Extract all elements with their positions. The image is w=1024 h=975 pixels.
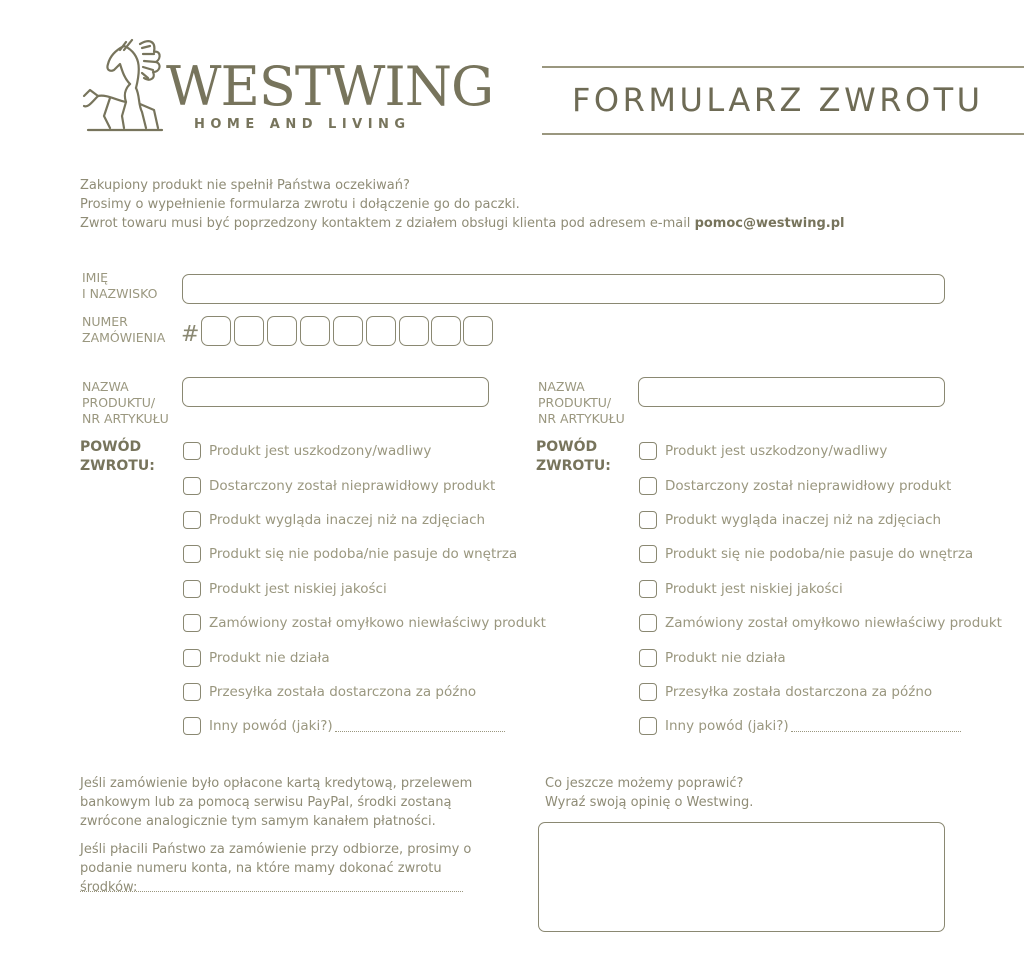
refund-info <box>80 774 510 906</box>
title-rule-bottom <box>542 133 1024 135</box>
reason-text: Przesyłka została dostarczona za późno <box>209 683 477 700</box>
checkbox[interactable] <box>639 442 657 460</box>
order-digit-box[interactable] <box>463 316 493 346</box>
reason-label-line-1: POWÓD <box>536 439 598 455</box>
feedback-prompt <box>545 774 753 812</box>
other-reason-line[interactable] <box>335 731 505 732</box>
reason-text: Zamówiony został omyłkowo niewłaściwy produkt <box>209 615 546 632</box>
feedback-line-1: Co jeszcze możemy poprawić? <box>545 776 744 791</box>
title-rule-top <box>542 66 1024 68</box>
order-digit-box[interactable] <box>333 316 363 346</box>
contact-email: pomoc@westwing.pl <box>694 216 845 231</box>
product-label-line-2: PRODUKTU/ <box>538 395 612 410</box>
order-label-line-1: NUMER <box>82 314 128 329</box>
checkbox[interactable] <box>183 683 201 701</box>
reason-option-1[interactable] <box>183 434 513 468</box>
reason-option-other[interactable] <box>183 709 513 743</box>
reason-option-2[interactable] <box>639 468 979 502</box>
checkbox[interactable] <box>639 614 657 632</box>
reason-text: Przesyłka została dostarczona za późno <box>665 683 933 700</box>
reason-list-2 <box>639 434 1002 744</box>
checkbox[interactable] <box>639 511 657 529</box>
order-number-label <box>82 314 165 346</box>
intro-line-3-text: Zwrot towaru musi być poprzedzony kontaktem z działem obsługi klienta pod adresem e-mail <box>80 216 695 231</box>
reason-option-3[interactable] <box>639 503 979 537</box>
reason-text: Produkt wygląda inaczej niż na zdjęciach <box>209 511 486 528</box>
refund-paragraph-2: Jeśli płacili Państwo za zamówienie przy odbiorze, prosimy o podanie numeru konta, na które mamy dokonać zwrotu środków: <box>80 842 472 895</box>
reason-2-label <box>536 438 611 476</box>
checkbox[interactable] <box>639 545 657 563</box>
checkbox[interactable] <box>639 477 657 495</box>
reason-option-4[interactable] <box>639 537 979 571</box>
product-label-line-2: PRODUKTU/ <box>82 395 156 410</box>
brand-name: WESTWING <box>166 55 494 118</box>
reason-label-line-2: ZWROTU: <box>536 458 611 474</box>
product-1-label <box>82 379 169 427</box>
other-reason-line[interactable] <box>791 731 961 732</box>
product-label-line-1: NAZWA <box>538 379 585 394</box>
reason-text: Produkt jest niskiej jakości <box>665 580 843 597</box>
reason-1-label <box>80 438 155 476</box>
reason-text: Produkt nie działa <box>209 649 330 666</box>
reason-text: Produkt jest uszkodzony/wadliwy <box>209 443 432 460</box>
checkbox[interactable] <box>639 683 657 701</box>
order-digit-box[interactable] <box>300 316 330 346</box>
reason-option-8[interactable] <box>183 675 513 709</box>
order-digit-box[interactable] <box>366 316 396 346</box>
order-digit-box[interactable] <box>201 316 231 346</box>
reason-option-5[interactable] <box>183 572 513 606</box>
order-digit-box[interactable] <box>234 316 264 346</box>
product-2-field[interactable] <box>638 377 945 407</box>
reason-option-5[interactable] <box>639 572 979 606</box>
intro-line-3 <box>80 214 845 233</box>
order-digit-box[interactable] <box>399 316 429 346</box>
checkbox[interactable] <box>183 511 201 529</box>
reason-option-4[interactable] <box>183 537 518 571</box>
checkbox[interactable] <box>183 649 201 667</box>
reason-list-1 <box>183 434 546 744</box>
checkbox[interactable] <box>183 442 201 460</box>
reason-option-6[interactable] <box>639 606 1002 640</box>
name-field[interactable] <box>182 274 945 304</box>
order-hash-sign: # <box>181 322 200 347</box>
product-1-field[interactable] <box>182 377 489 407</box>
reason-text: Produkt jest niskiej jakości <box>209 580 387 597</box>
name-label-line-1: IMIĘ <box>82 270 109 285</box>
reason-text: Produkt jest uszkodzony/wadliwy <box>665 443 888 460</box>
reason-option-1[interactable] <box>639 434 979 468</box>
name-label <box>82 270 157 302</box>
checkbox[interactable] <box>183 717 201 735</box>
feedback-textarea[interactable] <box>538 822 945 932</box>
order-digit-box[interactable] <box>431 316 461 346</box>
pegasus-logo-icon <box>80 36 166 132</box>
reason-option-other[interactable] <box>639 709 979 743</box>
reason-option-8[interactable] <box>639 675 979 709</box>
reason-text: Zamówiony został omyłkowo niewłaściwy produkt <box>665 615 1002 632</box>
reason-option-6[interactable] <box>183 606 546 640</box>
reason-text: Produkt się nie podoba/nie pasuje do wnętrza <box>209 546 518 563</box>
reason-text: Produkt nie działa <box>665 649 786 666</box>
reason-text: Inny powód (jaki?) <box>665 718 789 735</box>
refund-paragraph-1: Jeśli zamówienie było opłacone kartą kredytową, przelewem bankowym lub za pomocą serwisu PayPal, środki zostaną zwrócone analogicznie tym samym kanałem płatności. <box>80 776 473 829</box>
checkbox[interactable] <box>183 477 201 495</box>
checkbox[interactable] <box>639 580 657 598</box>
checkbox[interactable] <box>183 545 201 563</box>
reason-option-2[interactable] <box>183 468 513 502</box>
reason-text: Inny powód (jaki?) <box>209 718 333 735</box>
product-label-line-3: NR ARTYKUŁU <box>538 411 625 426</box>
name-label-line-2: I NAZWISKO <box>82 286 158 301</box>
intro-line-1: Zakupiony produkt nie spełnił Państwa oczekiwań? <box>80 178 410 193</box>
reason-label-line-1: POWÓD <box>80 439 142 455</box>
account-number-line[interactable] <box>80 891 463 892</box>
brand-tagline: HOME AND LIVING <box>194 117 411 132</box>
reason-option-7[interactable] <box>639 640 979 674</box>
intro-text <box>80 176 845 233</box>
intro-line-2: Prosimy o wypełnienie formularza zwrotu i dołączenie go do paczki. <box>80 197 520 212</box>
checkbox[interactable] <box>639 717 657 735</box>
checkbox[interactable] <box>639 649 657 667</box>
reason-option-7[interactable] <box>183 640 513 674</box>
product-2-label <box>538 379 625 427</box>
reason-text: Dostarczony został nieprawidłowy produkt <box>665 477 952 494</box>
feedback-line-2: Wyraź swoją opinię o Westwing. <box>545 795 754 810</box>
checkbox[interactable] <box>183 614 201 632</box>
order-digit-box[interactable] <box>267 316 297 346</box>
checkbox[interactable] <box>183 580 201 598</box>
reason-text: Produkt wygląda inaczej niż na zdjęciach <box>665 511 942 528</box>
product-label-line-1: NAZWA <box>82 379 129 394</box>
product-label-line-3: NR ARTYKUŁU <box>82 411 169 426</box>
page-title: FORMULARZ ZWROTU <box>572 81 984 119</box>
reason-text: Dostarczony został nieprawidłowy produkt <box>209 477 496 494</box>
reason-text: Produkt się nie podoba/nie pasuje do wnętrza <box>665 546 974 563</box>
reason-option-3[interactable] <box>183 503 513 537</box>
reason-label-line-2: ZWROTU: <box>80 458 155 474</box>
order-label-line-2: ZAMÓWIENIA <box>82 330 166 345</box>
